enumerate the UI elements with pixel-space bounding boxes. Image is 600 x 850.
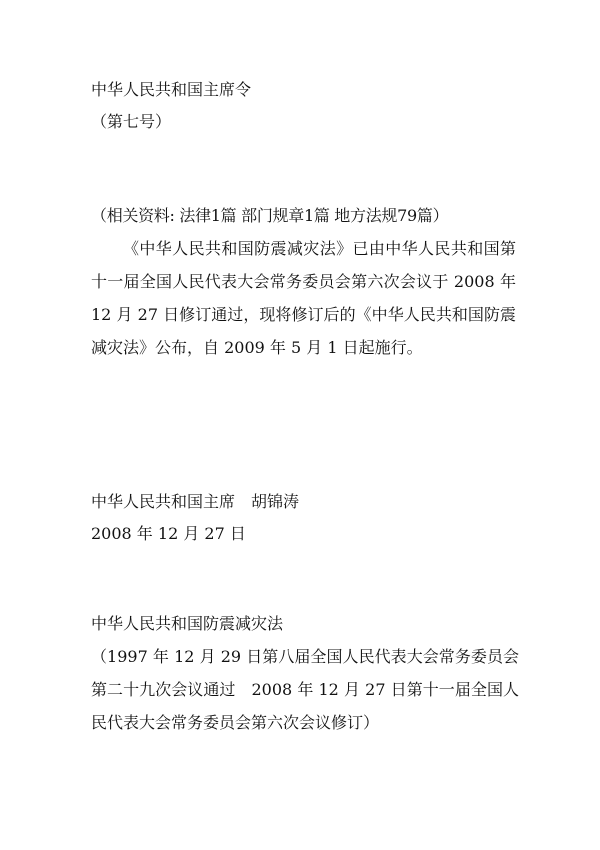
related-materials: （相关资料: 法律1篇 部门规章1篇 地方法规79篇） — [91, 206, 449, 225]
announcement-paragraph: 《中华人民共和国防震减灾法》已由中华人民共和国第十一届全国人民代表大会常务委员会第六次会议于 2008 年 12 月 27 日修订通过，现将修订后的《中华人民共和国防震减灾法》公布，自 2009 年 5 月 1 日起施行。 — [91, 239, 516, 357]
signer-line: 中华人民共和国主席 胡锦涛 — [91, 492, 300, 511]
law-title: 中华人民共和国防震减灾法 — [91, 614, 284, 633]
signature-date: 2008 年 12 月 27 日 — [91, 524, 246, 543]
order-number: （第七号） — [91, 112, 172, 131]
order-title: 中华人民共和国主席令 — [91, 80, 252, 99]
law-history: （1997 年 12 月 29 日第八届全国人民代表大会常务委员会第二十九次会议通过 2008 年 12 月 27 日第十一届全国人民代表大会常务委员会第六次会议修订） — [91, 647, 519, 732]
